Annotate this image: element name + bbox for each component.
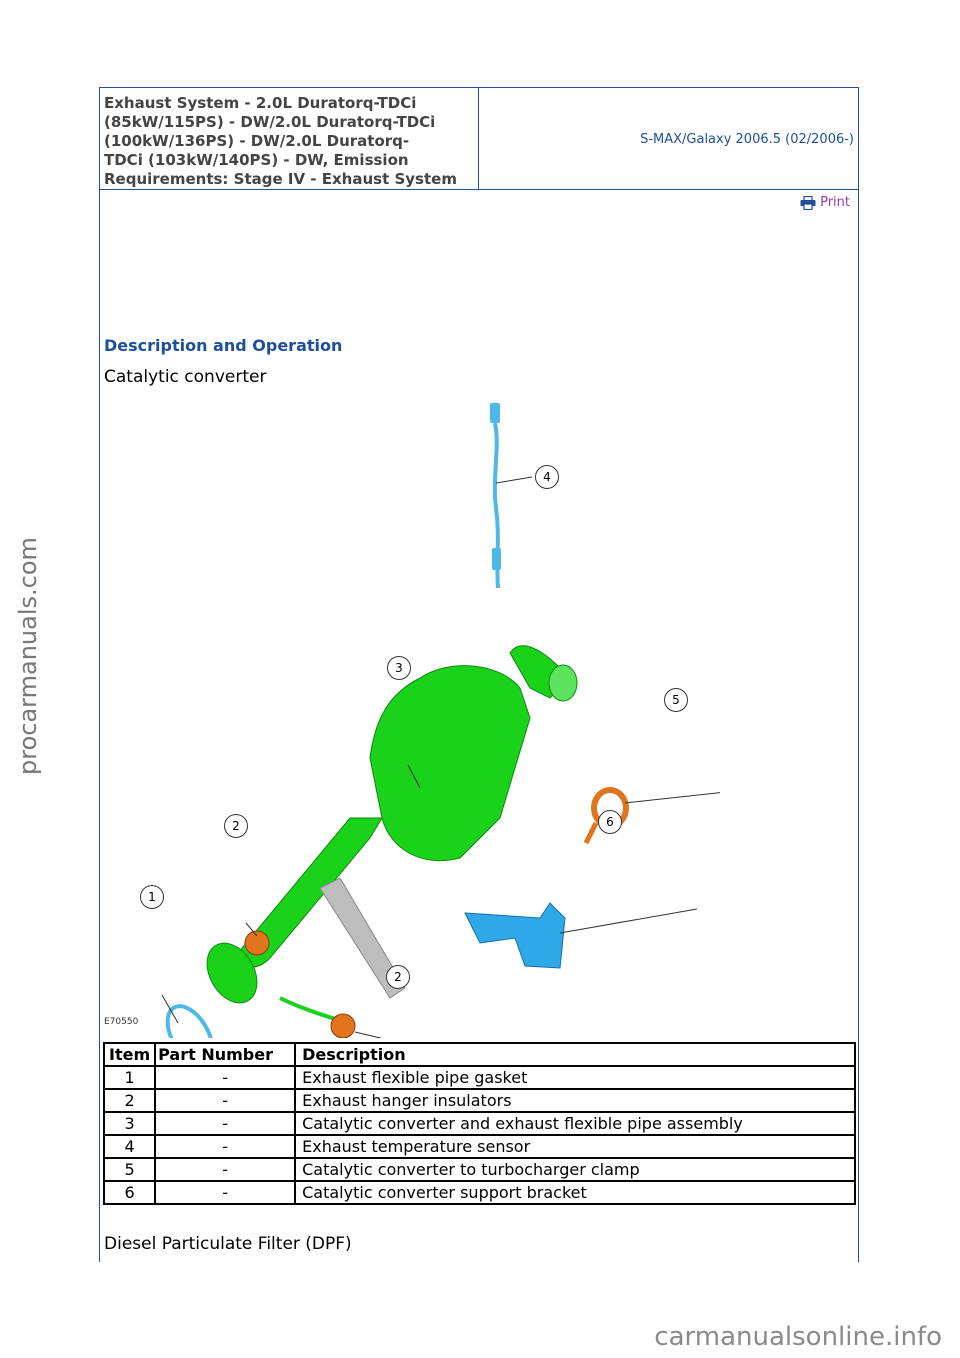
support-bracket [465, 903, 565, 968]
column-header-item: Item [104, 1043, 155, 1066]
section-title: Description and Operation [104, 336, 343, 355]
cell-item: 2 [104, 1089, 155, 1112]
title-line: Exhaust System - 2.0L Duratorq-TDCi [104, 94, 417, 112]
parts-table [103, 1042, 856, 1205]
subsection-title: Catalytic converter [104, 367, 267, 387]
printer-icon [800, 196, 816, 210]
cell-description: Catalytic converter and exhaust flexible pipe assembly [295, 1112, 855, 1135]
cell-part-number: - [155, 1135, 295, 1158]
callout-1: 1 [140, 885, 164, 909]
column-header-description: Description [295, 1043, 855, 1066]
temperature-sensor [490, 403, 532, 588]
dpf-section-title: Diesel Particulate Filter (DPF) [104, 1234, 352, 1254]
cell-part-number: - [155, 1181, 295, 1204]
cell-part-number: - [155, 1066, 295, 1089]
title-line: (100kW/136PS) - DW/2.0L Duratorq- [104, 132, 410, 150]
table-row [104, 1066, 855, 1089]
column-header-part-number: Part Number [155, 1043, 295, 1066]
table-row [104, 1135, 855, 1158]
cell-description: Catalytic converter support bracket [295, 1181, 855, 1204]
cell-item: 4 [104, 1135, 155, 1158]
header-divider [478, 88, 479, 189]
page-title [104, 94, 476, 189]
document-frame [99, 87, 859, 1262]
header-row [100, 88, 858, 190]
figure-code: E70550 [104, 1017, 139, 1027]
print-link[interactable] [800, 195, 850, 210]
title-line: TDCi (103kW/140PS) - DW, Emission [104, 151, 409, 169]
cell-part-number: - [155, 1112, 295, 1135]
cell-description: Exhaust flexible pipe gasket [295, 1066, 855, 1089]
cell-item: 6 [104, 1181, 155, 1204]
title-line: Requirements: Stage IV - Exhaust System [104, 170, 457, 188]
callout-3: 3 [387, 656, 411, 680]
hanger-insulators [245, 931, 355, 1038]
side-watermark: procarmanuals.com [14, 537, 42, 775]
callout-2b: 2 [386, 965, 410, 989]
cell-description: Exhaust hanger insulators [295, 1089, 855, 1112]
table-header-row [104, 1043, 855, 1066]
converter-assembly [197, 646, 577, 1023]
cell-description: Exhaust temperature sensor [295, 1135, 855, 1158]
cell-item: 3 [104, 1112, 155, 1135]
table-row [104, 1158, 855, 1181]
print-label: Print [820, 195, 850, 210]
catalytic-converter-illustration [120, 398, 720, 1038]
cell-description: Catalytic converter to turbocharger clamp [295, 1158, 855, 1181]
table-row [104, 1112, 855, 1135]
title-line: (85kW/115PS) - DW/2.0L Duratorq-TDCi [104, 113, 436, 131]
callout-6: 6 [598, 810, 622, 834]
table-row [104, 1089, 855, 1112]
cell-item: 1 [104, 1066, 155, 1089]
callout-4: 4 [535, 465, 559, 489]
callout-2: 2 [224, 814, 248, 838]
bottom-watermark: carmanualsonline.info [654, 1322, 942, 1352]
cell-item: 5 [104, 1158, 155, 1181]
vehicle-model: S-MAX/Galaxy 2006.5 (02/2006-) [640, 132, 854, 147]
cell-part-number: - [155, 1089, 295, 1112]
table-row [104, 1181, 855, 1204]
cell-part-number: - [155, 1158, 295, 1181]
callout-5: 5 [664, 688, 688, 712]
